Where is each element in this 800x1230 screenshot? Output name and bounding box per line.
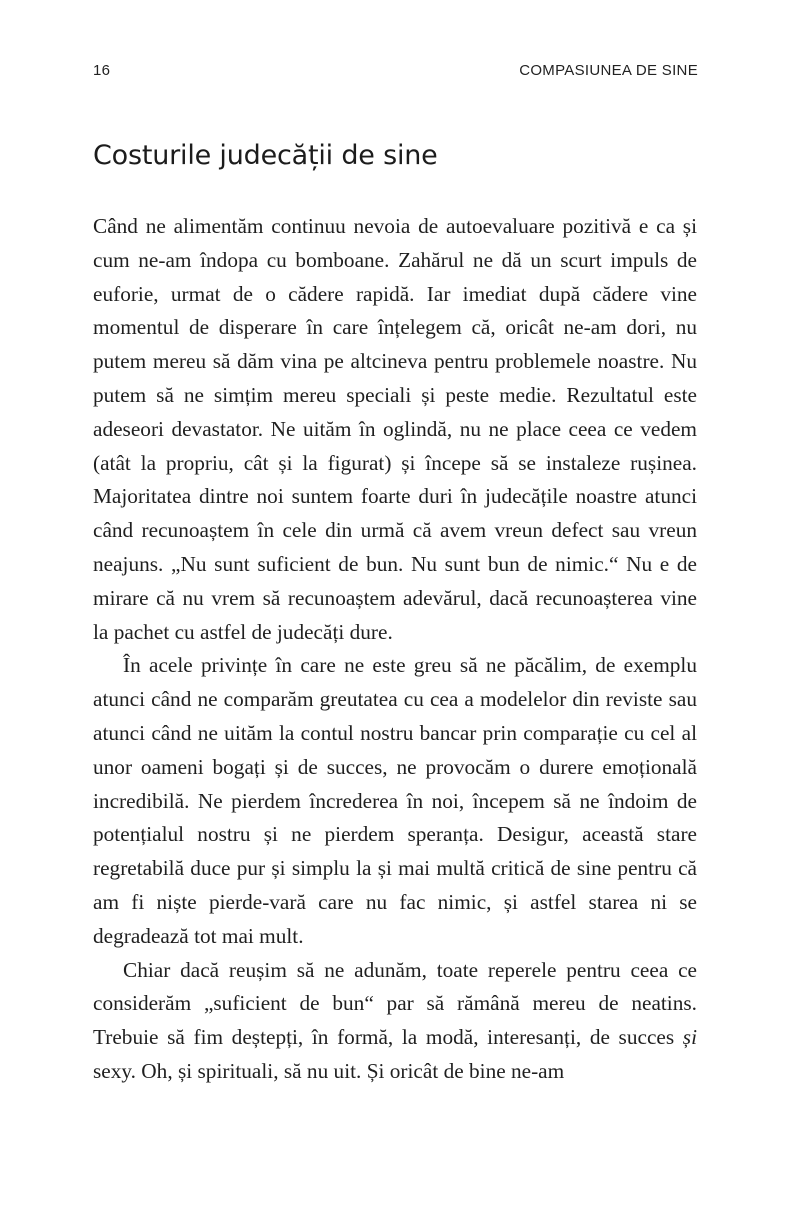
running-title: COMPASIUNEA DE SINE xyxy=(519,62,698,79)
page-number: 16 xyxy=(93,62,111,79)
paragraph-3-text-end: sexy. Oh, și spirituali, să nu uit. Și oricât de bine ne-am xyxy=(93,1058,565,1083)
paragraph-3-italic-word: și xyxy=(682,1025,697,1050)
paragraph-1: Când ne alimentăm continuu nevoia de autoevaluare pozitivă e ca și cum ne-am îndopa cu bomboane. Zahărul ne dă un scurt impuls de euforie, urmat de o cădere rapidă. Iar imediat după cădere vine momentul de disperare în care înțelegem că, oricât ne-am dori, nu putem mereu să dăm vina pe altcineva pentru problemele noastre. Nu putem să ne simțim mereu speciali și peste medie. Rezultatul este adeseori devastator. Ne uităm în oglindă, nu ne place ceea ce vedem (atât la propriu, cât și la figurat) și începe să se instaleze rușinea. Majoritatea dintre noi suntem foarte duri în judecățile noastre atunci când recunoaștem în cele din urmă că avem vreun defect sau vreun neajuns. „Nu sunt suficient de bun. Nu sunt bun de nimic.“ Nu e de mirare că nu vrem să recunoaștem adevărul, dacă recunoașterea vine la pachet cu astfel de judecăți dure. xyxy=(93,214,697,644)
paragraph-2: În acele privințe în care ne este greu să ne păcălim, de exemplu atunci când ne comparăm greutatea cu cea a modelelor din reviste sau atunci când ne uităm la contul nostru bancar prin comparație cu cel al unor oameni bogați și de succes, ne provocăm o durere emoțională incredibilă. Ne pierdem încrederea în noi, începem să ne îndoim de potențialul nostru și ne pierdem speranța. Desigur, această stare regretabilă duce pur și simplu la și mai multă critică de sine pentru că am fi niște pierde-vară care nu fac nimic, și astfel starea ni se degradează tot mai mult. xyxy=(93,653,697,948)
section-heading: Costurile judecății de sine xyxy=(93,140,438,171)
paragraph-3-text-start: Chiar dacă reușim să ne adunăm, toate reperele pentru ceea ce considerăm „suficient de bun“ par să rămână mereu de neatins. Trebuie să fim deștepți, în formă, la modă, interesanți, de succes xyxy=(93,957,697,1050)
running-header xyxy=(93,62,698,86)
body-text xyxy=(93,210,697,1089)
paragraph-3 xyxy=(93,954,697,1089)
